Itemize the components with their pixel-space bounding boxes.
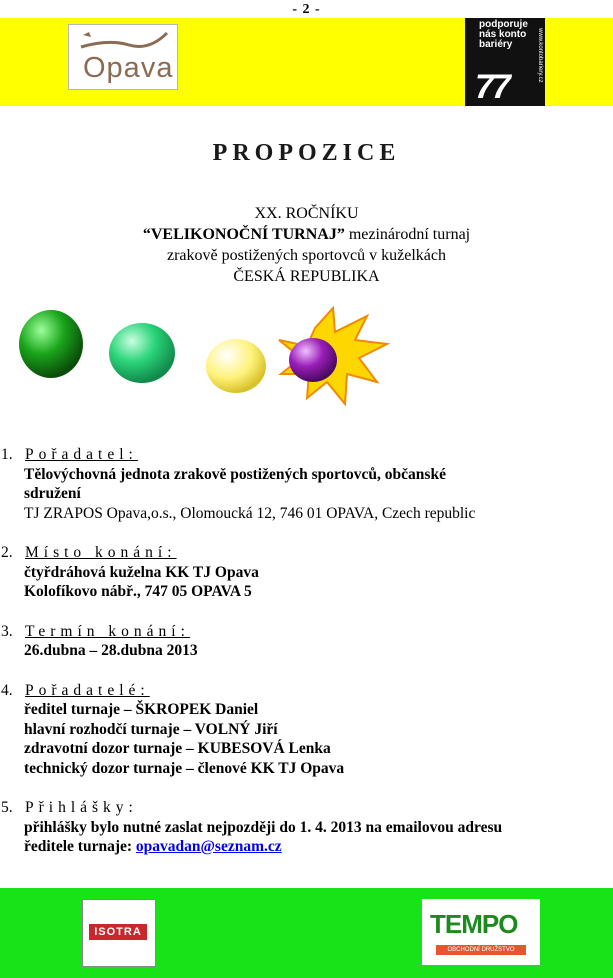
section-heading: Místo konání: — [25, 544, 177, 561]
section-heading: Pořadatel: — [25, 446, 138, 463]
section-line: ředitel turnaje – ŠKROPEK Daniel — [24, 701, 259, 718]
section-number: 3. — [1, 622, 13, 640]
section-line: hlavní rozhodčí turnaje – VOLNÝ Jiří — [24, 720, 278, 738]
opava-logo — [68, 24, 178, 90]
bowling-balls-illustration — [15, 300, 465, 410]
section-number: 5. — [1, 799, 13, 816]
section-line: technický dozor turnaje – členové KK TJ Opava — [24, 759, 345, 777]
isotra-logo-text: ISOTRA — [89, 924, 147, 940]
subtitle-line-3: zrakově postižených sportovců v kuželkách — [166, 247, 446, 264]
section-line: TJ ZRAPOS Opava,o.s., Olomoucká 12, 746 01 OPAVA, Czech republic — [24, 504, 476, 522]
tempo-logo-text: TEMPO — [430, 909, 518, 939]
section-number: 2. — [1, 544, 13, 561]
email-label: ředitele turnaje: — [24, 838, 136, 855]
tournament-name: “VELIKONOČNÍ TURNAJ” — [142, 226, 345, 243]
konto-logo-number: 77 — [475, 68, 509, 106]
tempo-logo-subtitle: OBCHODNÍ DRUŽSTVO — [436, 945, 526, 955]
subtitle-line-1: XX. ROČNÍKU — [254, 205, 359, 222]
section-line: sdružení — [24, 485, 81, 502]
header-band — [0, 18, 613, 106]
section-2 — [0, 543, 613, 602]
section-line: zdravotní dozor turnaje – KUBESOVÁ Lenka — [24, 740, 331, 757]
section-heading: Pořadatelé: — [25, 681, 150, 699]
tempo-logo — [422, 899, 540, 965]
section-3 — [0, 622, 613, 661]
email-link[interactable]: opavadan@seznam.cz — [135, 838, 282, 855]
section-line: Kolofíkovo nábř., 747 05 OPAVA 5 — [24, 583, 252, 600]
section-5 — [0, 798, 613, 857]
green-ball-icon — [19, 310, 83, 378]
konto-logo-text: podporuje nás konto bariéry — [479, 19, 528, 50]
subtitle-line-4: ČESKÁ REPUBLIKA — [233, 268, 380, 285]
konto-bariery-logo — [465, 18, 545, 106]
konto-logo-url: www.kontobariery.cz — [537, 28, 543, 83]
page-number: - 2 - — [292, 2, 321, 17]
light-green-ball-icon — [109, 323, 175, 383]
purple-ball-icon — [289, 338, 337, 382]
opava-logo-text: Opava — [83, 52, 174, 84]
section-heading: Termín konání: — [25, 622, 190, 640]
section-line — [0, 837, 613, 857]
section-number: 4. — [1, 681, 13, 699]
section-heading: Přihlášky: — [25, 799, 138, 816]
page-title: PROPOZICE — [212, 140, 401, 166]
yellow-ball-icon — [206, 339, 266, 393]
subtitle-block — [0, 203, 613, 287]
section-line: 26.dubna – 28.dubna 2013 — [24, 642, 198, 659]
section-line: přihlášky bylo nutné zaslat nejpozději do 1. 4. 2013 na emailovou adresu — [24, 818, 503, 836]
section-1 — [0, 445, 613, 523]
footer-band — [0, 888, 613, 978]
section-line: Tělovýchovná jednota zrakově postižených sportovců, občanské — [24, 465, 446, 483]
section-4 — [0, 681, 613, 779]
opava-emblem-icon — [69, 25, 177, 55]
subtitle-line-2 — [0, 224, 613, 245]
section-line: čtyřdráhová kuželna KK TJ Opava — [24, 563, 259, 581]
isotra-logo — [82, 899, 156, 967]
sections-list — [0, 445, 613, 877]
section-number: 1. — [1, 446, 13, 463]
subtitle-line-2-rest: mezinárodní turnaj — [344, 226, 471, 243]
